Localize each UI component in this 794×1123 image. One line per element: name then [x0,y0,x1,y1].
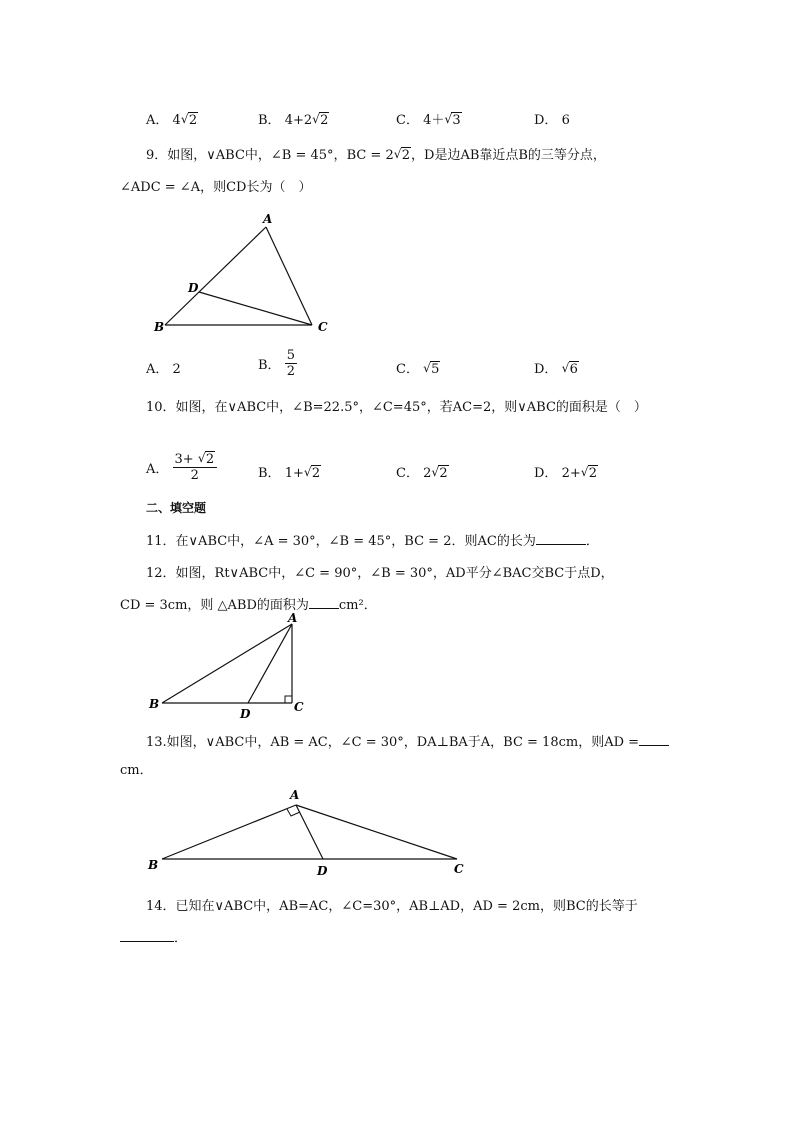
q9-triangle-figure [150,210,340,340]
q13-label-a: A [290,788,300,802]
q13-stem-line1: 13.如图，∨ABC中，AB = AC，∠C = 30°，DA⊥BA于A，BC = 18cm，则AD = [146,731,669,750]
q13-label-d: D [317,864,328,877]
q14-stem-line1: 14．已知在∨ABC中，AB=AC，∠C=30°，AB⊥AD，AD = 2cm，则BC的长等于 [146,899,638,914]
q12-stem-line2: CD = 3cm，则 △ABD的面积为 cm²． [120,598,377,613]
q12-segment-ad [248,624,292,703]
q11-answer-blank[interactable] [536,532,586,545]
q9-option-d: D． √ 6 [534,358,579,377]
q9-label-a: A [263,212,273,226]
q8-option-a: A． 4√ 2 [146,109,198,128]
q13-side-ba [162,805,296,859]
q13-label-c: C [454,862,464,876]
q10-option-d: D． 2+√ 2 [534,462,598,481]
q10-option-c: C． 2√ 2 [396,462,449,481]
q9-stem-line2: ∠ADC = ∠A，则CD长为（ ） [120,180,312,195]
q9-side-ba [165,227,266,325]
q11-stem: 11．在∨ABC中，∠A = 30°，∠B = 45°，BC = 2．则AC的长为 ． [146,534,599,549]
q12-label-b: B [149,697,160,711]
q10-option-b: B． 1+√ 2 [258,462,321,481]
q9-option-b: B． $\frac{5}{2}$ [258,348,295,379]
q9-label-c: C [318,320,328,334]
q10-option-a: A． $\frac{3+ √ 2}{2}$ [146,452,217,483]
q12-label-c: C [294,700,304,714]
q12-label-a: A [288,612,298,625]
q13-label-b: B [148,858,159,872]
q12-stem-line1: 12．如图，Rt∨ABC中，∠C = 90°，∠B = 30°，AD平分∠BAC交BC于点D， [146,566,614,581]
q8-option-d: D． 6 [534,113,570,128]
q12-triangle-figure [140,612,320,724]
q13-stem-line2: cm． [120,763,153,778]
q14-stem-line2: ． [120,927,187,946]
q8-option-c: C． 4＋√ 3 [396,109,462,128]
q13-side-ac [296,805,457,859]
q13-triangle-figure [140,785,480,877]
q12-label-d: D [240,707,251,721]
q10-stem: 10．如图，在∨ABC中，∠B=22.5°，∠C=45°，若AC=2，则∨ABC的面积是（ ） [146,400,647,415]
q13-answer-blank[interactable] [639,733,669,746]
q12-answer-blank[interactable] [309,596,339,609]
q9-side-ac [266,227,312,325]
q12-right-angle-mark [285,696,292,703]
q9-stem-line1: 9．如图，∨ABC中，∠B = 45°，BC = 2√ 2，D是边AB靠近点B的三等分点， [146,144,606,163]
q9-label-b: B [154,320,165,334]
q8-option-b: B． 4+2√ 2 [258,109,329,128]
q9-option-a: A． 2 [146,362,181,377]
q9-segment-dc [199,292,312,325]
q14-answer-blank[interactable] [120,929,174,942]
section-heading-fill-blank: 二、填空题 [146,501,207,515]
q9-label-d: D [188,281,199,295]
q12-side-ba [162,624,292,703]
q9-option-c: C． √ 5 [396,358,440,377]
